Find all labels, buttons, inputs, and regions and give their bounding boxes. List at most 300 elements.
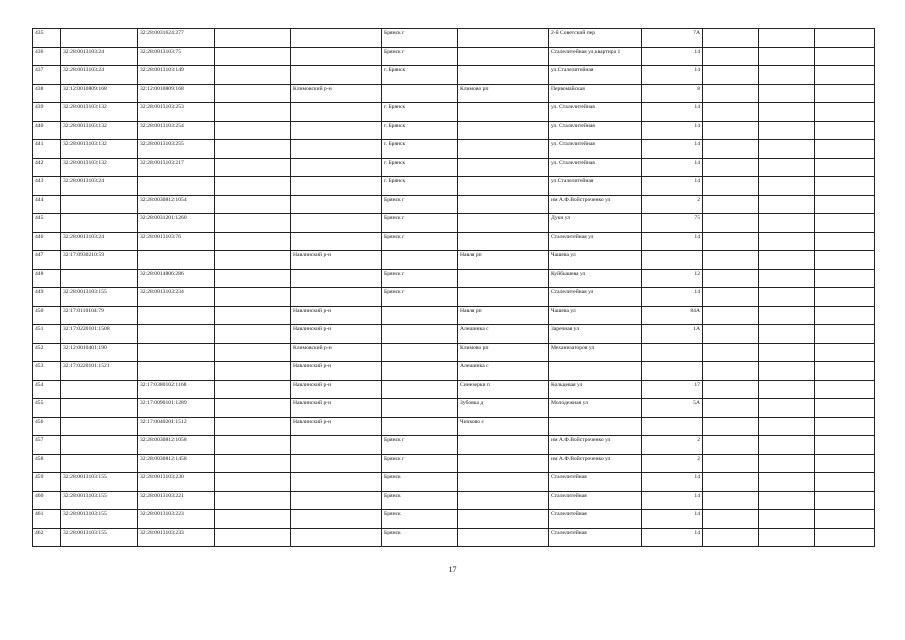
object-cadastral-number-cell [138, 177, 215, 196]
parcel-cadastral-number-cell: 32:12:0010401:190 [61, 343, 138, 362]
settlement-cell [458, 29, 549, 48]
settlement-cell: Климово рп [458, 84, 549, 103]
district-cell [291, 232, 382, 251]
table-row [33, 232, 875, 251]
extra-cell-2 [759, 214, 815, 233]
street-cell: им А.Ф.Войстроченко ул [549, 454, 642, 473]
settlement-cell: Чичково с [458, 417, 549, 436]
extra-cell-3 [815, 121, 875, 140]
street-cell: Чашева ул [549, 251, 642, 270]
parcel-cadastral-number-cell [61, 195, 138, 214]
house-number-cell: 14 [642, 47, 703, 66]
empty-cell [215, 325, 291, 344]
table-row [33, 436, 875, 455]
extra-cell-1 [703, 140, 759, 159]
parcel-cadastral-number-cell [61, 436, 138, 455]
settlement-cell: Алешинка с [458, 325, 549, 344]
city-cell: Брянск г [382, 195, 458, 214]
street-cell [549, 362, 642, 381]
empty-cell [215, 343, 291, 362]
table-row [33, 473, 875, 492]
extra-cell-3 [815, 214, 875, 233]
parcel-cadastral-number-cell: 32:28:0013103:132 [61, 140, 138, 159]
district-cell [291, 29, 382, 48]
extra-cell-2 [759, 288, 815, 307]
city-cell: Брянск г [382, 454, 458, 473]
settlement-cell [458, 140, 549, 159]
district-cell: Климовский р-н [291, 84, 382, 103]
row-number-cell: 435 [33, 29, 61, 48]
district-cell [291, 214, 382, 233]
district-cell [291, 510, 382, 529]
city-cell: Брянск [382, 510, 458, 529]
extra-cell-2 [759, 528, 815, 547]
parcel-cadastral-number-cell: 32:28:0013103:24 [61, 66, 138, 85]
house-number-cell: 14 [642, 491, 703, 510]
parcel-cadastral-number-cell [61, 399, 138, 418]
extra-cell-1 [703, 47, 759, 66]
extra-cell-1 [703, 417, 759, 436]
table-row [33, 399, 875, 418]
extra-cell-1 [703, 84, 759, 103]
table-row [33, 195, 875, 214]
table-row [33, 47, 875, 66]
city-cell: г. Брянск [382, 177, 458, 196]
extra-cell-2 [759, 306, 815, 325]
object-cadastral-number-cell: 32:28:0014806:286 [138, 269, 215, 288]
parcel-cadastral-number-cell: 32:28:0013103:132 [61, 158, 138, 177]
row-number-cell: 455 [33, 399, 61, 418]
street-cell: ул. Сталелитейная [549, 103, 642, 122]
street-cell: ул.Сталелитейная [549, 66, 642, 85]
district-cell [291, 121, 382, 140]
house-number-cell: 14 [642, 121, 703, 140]
table-row [33, 454, 875, 473]
extra-cell-1 [703, 362, 759, 381]
parcel-cadastral-number-cell: 32:28:0013103:24 [61, 177, 138, 196]
extra-cell-2 [759, 158, 815, 177]
extra-cell-2 [759, 362, 815, 381]
city-cell: г. Брянск [382, 158, 458, 177]
parcel-cadastral-number-cell: 32:28:0013103:155 [61, 491, 138, 510]
city-cell [382, 325, 458, 344]
object-cadastral-number-cell: 32:28:0013103:253 [138, 103, 215, 122]
extra-cell-1 [703, 66, 759, 85]
extra-cell-1 [703, 306, 759, 325]
table-row [33, 288, 875, 307]
settlement-cell [458, 177, 549, 196]
extra-cell-1 [703, 380, 759, 399]
extra-cell-3 [815, 29, 875, 48]
city-cell [382, 251, 458, 270]
object-cadastral-number-cell: 32:28:0013103:233 [138, 528, 215, 547]
settlement-cell [458, 47, 549, 66]
city-cell: г. Брянск [382, 66, 458, 85]
object-cadastral-number-cell: 32:17:0380102:1168 [138, 380, 215, 399]
object-cadastral-number-cell: 32:28:0013103:223 [138, 510, 215, 529]
empty-cell [215, 103, 291, 122]
empty-cell [215, 158, 291, 177]
extra-cell-2 [759, 343, 815, 362]
city-cell [382, 380, 458, 399]
street-cell: Молодежная ул [549, 399, 642, 418]
extra-cell-2 [759, 454, 815, 473]
row-number-cell: 448 [33, 269, 61, 288]
extra-cell-2 [759, 399, 815, 418]
extra-cell-2 [759, 232, 815, 251]
street-cell: им А.Ф.Войстроченко ул [549, 436, 642, 455]
row-number-cell: 440 [33, 121, 61, 140]
city-cell: г. Брянск [382, 103, 458, 122]
house-number-cell: 12 [642, 269, 703, 288]
parcel-cadastral-number-cell [61, 214, 138, 233]
table-row [33, 177, 875, 196]
street-cell: Сталелитейная [549, 473, 642, 492]
extra-cell-1 [703, 103, 759, 122]
district-cell [291, 269, 382, 288]
extra-cell-3 [815, 362, 875, 381]
object-cadastral-number-cell: 32:28:0013103:76 [138, 232, 215, 251]
extra-cell-2 [759, 251, 815, 270]
city-cell: Брянск г [382, 47, 458, 66]
extra-cell-2 [759, 66, 815, 85]
extra-cell-3 [815, 399, 875, 418]
row-number-cell: 458 [33, 454, 61, 473]
row-number-cell: 450 [33, 306, 61, 325]
city-cell: Брянск [382, 528, 458, 547]
object-cadastral-number-cell: 32:28:0031201:1260 [138, 214, 215, 233]
row-number-cell: 461 [33, 510, 61, 529]
district-cell: Навлинский р-н [291, 380, 382, 399]
house-number-cell: 17 [642, 380, 703, 399]
settlement-cell [458, 528, 549, 547]
row-number-cell: 439 [33, 103, 61, 122]
empty-cell [215, 362, 291, 381]
empty-cell [215, 454, 291, 473]
object-cadastral-number-cell: 32:28:0031624:277 [138, 29, 215, 48]
object-cadastral-number-cell [138, 362, 215, 381]
empty-cell [215, 47, 291, 66]
table-row [33, 380, 875, 399]
object-cadastral-number-cell: 32:28:0030812:1058 [138, 436, 215, 455]
extra-cell-3 [815, 288, 875, 307]
city-cell: Брянск [382, 473, 458, 492]
page-number: 17 [448, 565, 457, 574]
street-cell: ул. Сталелитейная [549, 158, 642, 177]
extra-cell-3 [815, 325, 875, 344]
extra-cell-1 [703, 325, 759, 344]
street-cell: Сталелитейная [549, 491, 642, 510]
empty-cell [215, 121, 291, 140]
city-cell: Брянск г [382, 232, 458, 251]
district-cell [291, 103, 382, 122]
empty-cell [215, 417, 291, 436]
row-number-cell: 462 [33, 528, 61, 547]
street-cell: Заречная ул [549, 325, 642, 344]
settlement-cell [458, 232, 549, 251]
extra-cell-1 [703, 491, 759, 510]
extra-cell-2 [759, 177, 815, 196]
extra-cell-1 [703, 121, 759, 140]
street-cell: Куйбышева ул [549, 269, 642, 288]
object-cadastral-number-cell: 32:28:0013103:234 [138, 288, 215, 307]
house-number-cell: 5А [642, 399, 703, 418]
parcel-cadastral-number-cell: 32:28:0013103:155 [61, 510, 138, 529]
parcel-cadastral-number-cell: 32:17:0220101:1521 [61, 362, 138, 381]
row-number-cell: 446 [33, 232, 61, 251]
table-row [33, 158, 875, 177]
object-cadastral-number-cell: 32:28:0030812:1458 [138, 454, 215, 473]
extra-cell-3 [815, 84, 875, 103]
extra-cell-3 [815, 473, 875, 492]
house-number-cell: 14 [642, 66, 703, 85]
row-number-cell: 452 [33, 343, 61, 362]
street-cell: ул. Сталелитейная [549, 140, 642, 159]
parcel-cadastral-number-cell [61, 29, 138, 48]
row-number-cell: 459 [33, 473, 61, 492]
extra-cell-1 [703, 214, 759, 233]
settlement-cell [458, 103, 549, 122]
district-cell: Навлинский р-н [291, 362, 382, 381]
extra-cell-3 [815, 140, 875, 159]
city-cell: Брянск г [382, 436, 458, 455]
parcel-cadastral-number-cell [61, 269, 138, 288]
extra-cell-1 [703, 195, 759, 214]
street-cell: Сталелитейная ул,квартира 1 [549, 47, 642, 66]
row-number-cell: 442 [33, 158, 61, 177]
object-cadastral-number-cell: 32:28:0013103:255 [138, 140, 215, 159]
table-row [33, 362, 875, 381]
settlement-cell [458, 214, 549, 233]
extra-cell-1 [703, 29, 759, 48]
extra-cell-3 [815, 251, 875, 270]
house-number-cell: 75 [642, 214, 703, 233]
district-cell [291, 528, 382, 547]
extra-cell-2 [759, 417, 815, 436]
house-number-cell: 14 [642, 510, 703, 529]
object-cadastral-number-cell [138, 343, 215, 362]
city-cell [382, 343, 458, 362]
district-cell: Климовский р-н [291, 343, 382, 362]
street-cell: Дуки ул [549, 214, 642, 233]
parcel-cadastral-number-cell: 32:28:0013103:155 [61, 288, 138, 307]
settlement-cell [458, 510, 549, 529]
extra-cell-3 [815, 343, 875, 362]
property-registry-table [32, 28, 875, 547]
settlement-cell: Навля рп [458, 251, 549, 270]
extra-cell-3 [815, 436, 875, 455]
street-cell: Сталелитейная ул [549, 288, 642, 307]
street-cell: Чашева ул [549, 306, 642, 325]
empty-cell [215, 288, 291, 307]
empty-cell [215, 491, 291, 510]
extra-cell-2 [759, 195, 815, 214]
extra-cell-2 [759, 84, 815, 103]
city-cell [382, 399, 458, 418]
extra-cell-3 [815, 232, 875, 251]
extra-cell-3 [815, 417, 875, 436]
empty-cell [215, 177, 291, 196]
parcel-cadastral-number-cell [61, 417, 138, 436]
empty-cell [215, 528, 291, 547]
city-cell: Брянск г [382, 214, 458, 233]
table-row [33, 491, 875, 510]
city-cell: г. Брянск [382, 121, 458, 140]
city-cell: Брянск г [382, 269, 458, 288]
row-number-cell: 449 [33, 288, 61, 307]
house-number-cell: 84А [642, 306, 703, 325]
object-cadastral-number-cell: 32:28:0013103:149 [138, 66, 215, 85]
empty-cell [215, 399, 291, 418]
extra-cell-2 [759, 380, 815, 399]
city-cell: Брянск [382, 491, 458, 510]
extra-cell-2 [759, 491, 815, 510]
parcel-cadastral-number-cell: 32:17:0110104:79 [61, 306, 138, 325]
empty-cell [215, 510, 291, 529]
city-cell: г. Брянск [382, 140, 458, 159]
extra-cell-1 [703, 510, 759, 529]
empty-cell [215, 232, 291, 251]
house-number-cell [642, 362, 703, 381]
house-number-cell: 14 [642, 103, 703, 122]
extra-cell-2 [759, 29, 815, 48]
extra-cell-2 [759, 47, 815, 66]
extra-cell-1 [703, 528, 759, 547]
district-cell [291, 436, 382, 455]
house-number-cell: 14 [642, 473, 703, 492]
empty-cell [215, 251, 291, 270]
row-number-cell: 451 [33, 325, 61, 344]
parcel-cadastral-number-cell: 32:28:0013103:132 [61, 103, 138, 122]
parcel-cadastral-number-cell: 32:28:0013103:132 [61, 121, 138, 140]
settlement-cell: Синезерки п [458, 380, 549, 399]
district-cell [291, 473, 382, 492]
extra-cell-1 [703, 251, 759, 270]
extra-cell-1 [703, 232, 759, 251]
extra-cell-2 [759, 436, 815, 455]
house-number-cell: 8 [642, 84, 703, 103]
empty-cell [215, 306, 291, 325]
empty-cell [215, 269, 291, 288]
extra-cell-1 [703, 177, 759, 196]
district-cell [291, 195, 382, 214]
extra-cell-1 [703, 399, 759, 418]
object-cadastral-number-cell [138, 306, 215, 325]
extra-cell-3 [815, 47, 875, 66]
street-cell: Сталелитейная [549, 510, 642, 529]
row-number-cell: 441 [33, 140, 61, 159]
house-number-cell: 14 [642, 158, 703, 177]
extra-cell-1 [703, 454, 759, 473]
extra-cell-1 [703, 473, 759, 492]
extra-cell-1 [703, 343, 759, 362]
house-number-cell: 14 [642, 288, 703, 307]
street-cell: Сталелитейная ул [549, 232, 642, 251]
table-row [33, 214, 875, 233]
house-number-cell: 1А [642, 325, 703, 344]
city-cell [382, 306, 458, 325]
empty-cell [215, 214, 291, 233]
district-cell [291, 454, 382, 473]
parcel-cadastral-number-cell: 32:17:0930210:59 [61, 251, 138, 270]
extra-cell-1 [703, 288, 759, 307]
street-cell: им А.Ф.Войстроченко ул [549, 195, 642, 214]
parcel-cadastral-number-cell [61, 380, 138, 399]
extra-cell-2 [759, 510, 815, 529]
empty-cell [215, 380, 291, 399]
parcel-cadastral-number-cell: 32:28:0013103:155 [61, 528, 138, 547]
settlement-cell [458, 454, 549, 473]
table-row [33, 269, 875, 288]
street-cell: Сталелитейная [549, 528, 642, 547]
house-number-cell: 14 [642, 232, 703, 251]
row-number-cell: 457 [33, 436, 61, 455]
house-number-cell: 14 [642, 140, 703, 159]
extra-cell-2 [759, 473, 815, 492]
house-number-cell: 14 [642, 528, 703, 547]
street-cell: ул.Сталелитейная [549, 177, 642, 196]
parcel-cadastral-number-cell: 32:12:0010809:168 [61, 84, 138, 103]
extra-cell-2 [759, 103, 815, 122]
row-number-cell: 443 [33, 177, 61, 196]
extra-cell-3 [815, 491, 875, 510]
table-row [33, 251, 875, 270]
empty-cell [215, 195, 291, 214]
row-number-cell: 444 [33, 195, 61, 214]
parcel-cadastral-number-cell: 32:28:0013103:24 [61, 232, 138, 251]
extra-cell-3 [815, 306, 875, 325]
street-cell [549, 417, 642, 436]
house-number-cell: 2 [642, 195, 703, 214]
empty-cell [215, 29, 291, 48]
district-cell [291, 288, 382, 307]
district-cell: Навлинский р-н [291, 399, 382, 418]
empty-cell [215, 66, 291, 85]
city-cell: Брянск г [382, 288, 458, 307]
settlement-cell [458, 491, 549, 510]
extra-cell-2 [759, 325, 815, 344]
house-number-cell [642, 343, 703, 362]
city-cell [382, 362, 458, 381]
city-cell [382, 417, 458, 436]
extra-cell-3 [815, 269, 875, 288]
object-cadastral-number-cell [138, 251, 215, 270]
object-cadastral-number-cell: 32:28:0030812:1054 [138, 195, 215, 214]
settlement-cell: Зубовка д [458, 399, 549, 418]
extra-cell-1 [703, 158, 759, 177]
extra-cell-3 [815, 510, 875, 529]
house-number-cell: 2 [642, 436, 703, 455]
table-row [33, 29, 875, 48]
settlement-cell [458, 195, 549, 214]
row-number-cell: 447 [33, 251, 61, 270]
extra-cell-3 [815, 528, 875, 547]
settlement-cell: Навля рп [458, 306, 549, 325]
district-cell: Навлинский р-н [291, 306, 382, 325]
house-number-cell [642, 417, 703, 436]
house-number-cell: 2 [642, 454, 703, 473]
row-number-cell: 460 [33, 491, 61, 510]
settlement-cell: Климово рп [458, 343, 549, 362]
extra-cell-3 [815, 66, 875, 85]
row-number-cell: 438 [33, 84, 61, 103]
object-cadastral-number-cell: 32:28:0013103:75 [138, 47, 215, 66]
object-cadastral-number-cell: 32:17:0090101:1289 [138, 399, 215, 418]
extra-cell-3 [815, 380, 875, 399]
street-cell: 2-й Советский пер [549, 29, 642, 48]
settlement-cell [458, 436, 549, 455]
table-row [33, 140, 875, 159]
